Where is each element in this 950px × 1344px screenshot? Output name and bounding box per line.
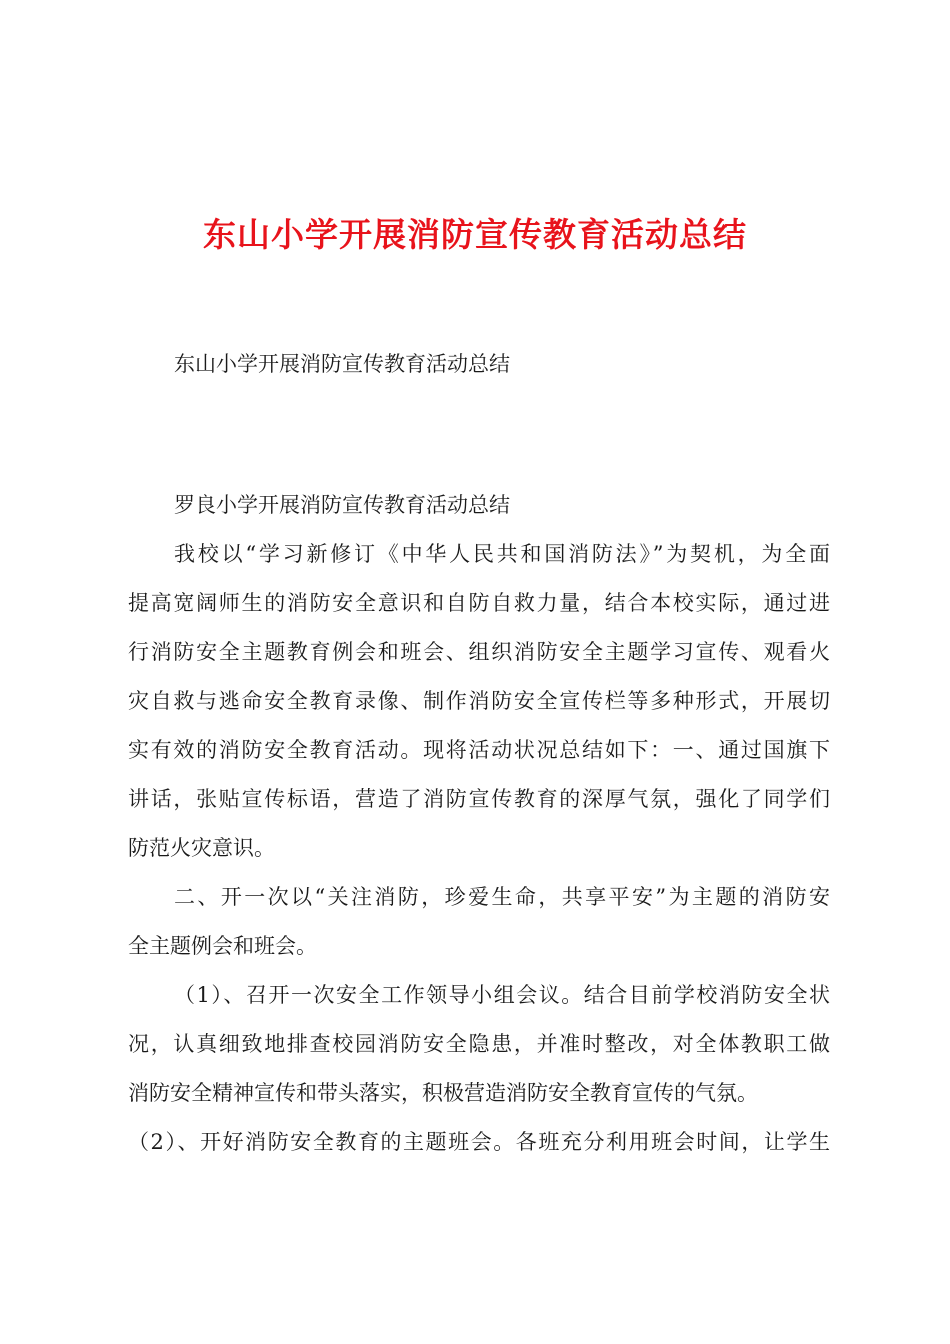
paragraph-line: 全主题例会和班会。	[128, 934, 317, 958]
paragraph-line: （2）、开好消防安全教育的主题班会。各班充分利用班会时间，让学生	[128, 1130, 830, 1154]
paragraph-line: 实有效的消防安全教育活动。现将活动状况总结如下：一、通过国旗下	[128, 738, 830, 762]
paragraph-line: （1）、召开一次安全工作领导小组会议。结合目前学校消防安全状	[174, 983, 830, 1007]
paragraph-line: 灾自救与逃命安全教育录像、制作消防安全宣传栏等多种形式，开展切	[128, 689, 830, 713]
paragraph-line: 消防安全精神宣传和带头落实，积极营造消防安全教育宣传的气氛。	[128, 1081, 758, 1105]
paragraph-line: 讲话，张贴宣传标语，营造了消防宣传教育的深厚气氛，强化了同学们	[128, 787, 830, 811]
document-body	[128, 345, 830, 1172]
paragraph-line: 防范火灾意识。	[128, 836, 275, 860]
paragraph-line: 况，认真细致地排查校园消防安全隐患，并准时整改，对全体教职工做	[128, 1032, 830, 1056]
paragraph-line: 提高宽阔师生的消防安全意识和自防自救力量，结合本校实际，通过进	[128, 591, 830, 615]
paragraph-line: 行消防安全主题教育例会和班会、组织消防安全主题学习宣传、观看火	[128, 640, 830, 664]
paragraph-line: 二、开一次以“关注消防，珍爱生命，共享平安”为主题的消防安	[174, 885, 830, 909]
document-title: 东山小学开展消防宣传教育活动总结	[203, 215, 747, 254]
heading-line: 罗良小学开展消防宣传教育活动总结	[174, 493, 510, 517]
subtitle-line: 东山小学开展消防宣传教育活动总结	[174, 352, 510, 376]
paragraph-line: 我校以“学习新修订《中华人民共和国消防法》”为契机，为全面	[174, 542, 830, 566]
